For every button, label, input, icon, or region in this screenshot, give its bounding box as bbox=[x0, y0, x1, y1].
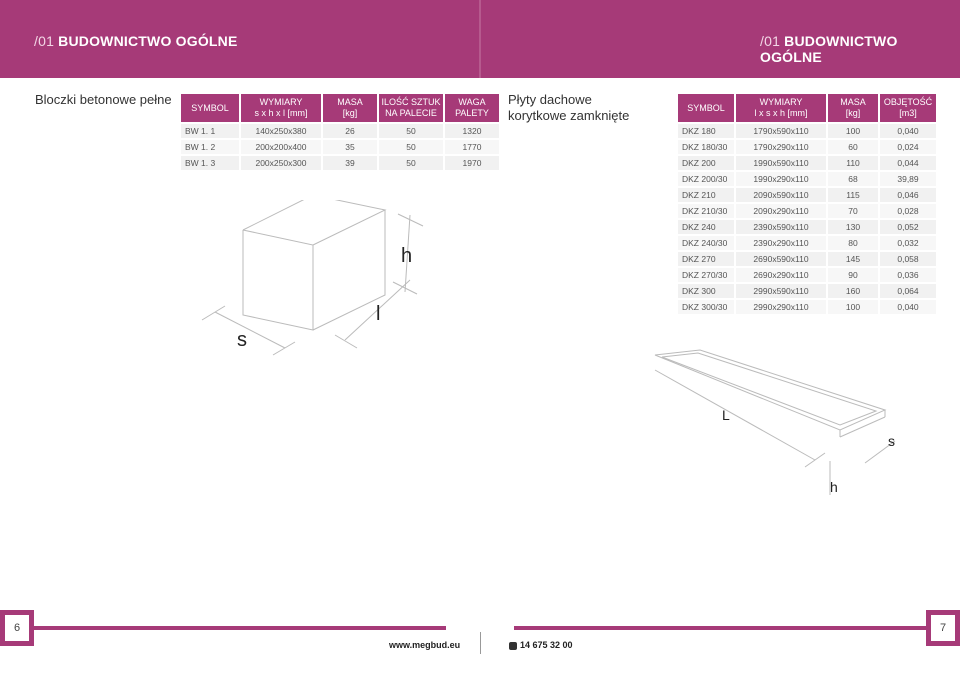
slabs-cell: 2690x590x110 bbox=[736, 252, 826, 266]
blocks-header-text: s x h x l [mm] bbox=[254, 108, 308, 118]
label-l: l bbox=[376, 303, 381, 325]
slabs-cell: 1790x590x110 bbox=[736, 124, 826, 138]
tick-l bbox=[335, 335, 357, 348]
slabs-cell: 145 bbox=[828, 252, 878, 266]
blocks-table-header bbox=[181, 94, 499, 122]
slabs-cell: DKZ 300 bbox=[678, 284, 734, 298]
slabs-header-text: [kg] bbox=[845, 108, 861, 118]
slabs-cell: 0,058 bbox=[880, 252, 936, 266]
slabs-cell: DKZ 210/30 bbox=[678, 204, 734, 218]
slabs-header-cell bbox=[880, 94, 936, 122]
blocks-header-text: MASA bbox=[337, 97, 363, 107]
slabs-cell: 80 bbox=[828, 236, 878, 250]
slabs-cell: DKZ 200 bbox=[678, 156, 734, 170]
blocks-header-text: ILOŚĆ SZTUK bbox=[381, 97, 441, 107]
slabs-cell: 2390x590x110 bbox=[736, 220, 826, 234]
slabs-cell: 110 bbox=[828, 156, 878, 170]
slabs-cell: DKZ 300/30 bbox=[678, 300, 734, 314]
slabs-cell: DKZ 270/30 bbox=[678, 268, 734, 282]
header-title-left bbox=[34, 33, 238, 49]
blocks-cell: BW 1. 2 bbox=[181, 140, 239, 154]
phone-number: 14 675 32 00 bbox=[520, 640, 573, 650]
blocks-header-text: [kg] bbox=[342, 108, 358, 118]
slabs-cell: DKZ 180/30 bbox=[678, 140, 734, 154]
blocks-header-cell bbox=[181, 94, 239, 122]
tick-L bbox=[805, 453, 825, 467]
blocks-header-text: SYMBOL bbox=[191, 102, 229, 113]
page-number-left-text: 6 bbox=[5, 615, 29, 641]
page-number-right bbox=[926, 610, 960, 646]
blocks-cell: 140x250x380 bbox=[241, 124, 321, 138]
slabs-header-cell bbox=[678, 94, 734, 122]
slabs-cell: 0,044 bbox=[880, 156, 936, 170]
slabs-cell: 2690x290x110 bbox=[736, 268, 826, 282]
table-row bbox=[678, 172, 936, 186]
slabs-cell: DKZ 200/30 bbox=[678, 172, 734, 186]
slabs-cell: 68 bbox=[828, 172, 878, 186]
header-divider bbox=[479, 0, 481, 78]
table-row bbox=[678, 220, 936, 234]
slabs-cell: 1790x290x110 bbox=[736, 140, 826, 154]
slabs-cell: DKZ 240/30 bbox=[678, 236, 734, 250]
blocks-cell: 50 bbox=[379, 156, 443, 170]
slabs-cell: DKZ 270 bbox=[678, 252, 734, 266]
blocks-header-cell bbox=[445, 94, 499, 122]
roof-slabs-table bbox=[676, 92, 938, 316]
roof-slab-diagram bbox=[640, 345, 900, 505]
blocks-cell: 1970 bbox=[445, 156, 499, 170]
slabs-header-text: [m3] bbox=[899, 108, 917, 118]
slabs-cell: 0,064 bbox=[880, 284, 936, 298]
slabs-cell: 2990x590x110 bbox=[736, 284, 826, 298]
blocks-cell: 200x200x400 bbox=[241, 140, 321, 154]
blocks-cell: BW 1. 3 bbox=[181, 156, 239, 170]
slabs-header-text: WYMIARY bbox=[759, 97, 803, 107]
blocks-table bbox=[179, 92, 501, 172]
dimension-line-s bbox=[215, 312, 285, 348]
slabs-cell: 0,028 bbox=[880, 204, 936, 218]
phone-icon bbox=[509, 642, 517, 650]
slabs-cell: 2990x290x110 bbox=[736, 300, 826, 314]
label-s: s bbox=[237, 329, 247, 351]
blocks-header-text: WYMIARY bbox=[259, 97, 303, 107]
table-row bbox=[678, 204, 936, 218]
blocks-header-cell bbox=[379, 94, 443, 122]
footer-line-left bbox=[34, 626, 446, 630]
header-bar bbox=[0, 0, 960, 78]
slab-inner-outline bbox=[662, 353, 876, 425]
slabs-cell: 2090x590x110 bbox=[736, 188, 826, 202]
slabs-cell: 0,040 bbox=[880, 124, 936, 138]
slabs-cell: DKZ 240 bbox=[678, 220, 734, 234]
slabs-cell: 130 bbox=[828, 220, 878, 234]
slabs-cell: 100 bbox=[828, 124, 878, 138]
label-s-slab: s bbox=[888, 433, 895, 449]
blocks-header-text: PALETY bbox=[455, 108, 489, 118]
blocks-cell: 1770 bbox=[445, 140, 499, 154]
section-title-line2: korytkowe zamknięte bbox=[508, 108, 630, 123]
slabs-cell: DKZ 180 bbox=[678, 124, 734, 138]
slabs-cell: 0,036 bbox=[880, 268, 936, 282]
header-text-right: BUDOWNICTWO OGÓLNE bbox=[760, 33, 898, 65]
header-number-left: /01 bbox=[34, 33, 55, 49]
block-diagram bbox=[195, 200, 435, 370]
blocks-cell: 200x250x300 bbox=[241, 156, 321, 170]
blocks-header-text: WAGA bbox=[458, 97, 486, 107]
table-row bbox=[181, 156, 499, 170]
table-row bbox=[678, 236, 936, 250]
slabs-cell: 39,89 bbox=[880, 172, 936, 186]
label-h-slab: h bbox=[830, 479, 838, 495]
table-row bbox=[678, 140, 936, 154]
slabs-cell: 60 bbox=[828, 140, 878, 154]
blocks-cell: 1320 bbox=[445, 124, 499, 138]
table-row bbox=[678, 124, 936, 138]
tick-s-1 bbox=[202, 306, 225, 320]
table-row bbox=[678, 156, 936, 170]
block-front-face bbox=[243, 230, 313, 330]
blocks-cell: 50 bbox=[379, 140, 443, 154]
slabs-cell: 0,046 bbox=[880, 188, 936, 202]
footer-line-right bbox=[514, 626, 926, 630]
slabs-header-text: l x s x h [mm] bbox=[754, 108, 808, 118]
slabs-cell: 0,032 bbox=[880, 236, 936, 250]
slabs-cell: DKZ 210 bbox=[678, 188, 734, 202]
slabs-cell: 1990x290x110 bbox=[736, 172, 826, 186]
header-title-right bbox=[760, 33, 960, 65]
blocks-cell: 50 bbox=[379, 124, 443, 138]
block-top-face bbox=[243, 200, 385, 245]
table-row bbox=[678, 252, 936, 266]
blocks-cell: 39 bbox=[323, 156, 377, 170]
page-number-left bbox=[0, 610, 34, 646]
website-link[interactable]: www.megbud.eu bbox=[389, 640, 461, 650]
slabs-cell: 0,052 bbox=[880, 220, 936, 234]
table-row bbox=[678, 188, 936, 202]
table-row bbox=[678, 300, 936, 314]
header-text-left: BUDOWNICTWO OGÓLNE bbox=[58, 33, 238, 49]
table-row bbox=[181, 124, 499, 138]
label-h: h bbox=[401, 245, 413, 267]
slab-top-outline bbox=[655, 350, 885, 430]
blocks-cell: 26 bbox=[323, 124, 377, 138]
blocks-header-text: NA PALECIE bbox=[385, 108, 437, 118]
blocks-cell: 35 bbox=[323, 140, 377, 154]
slabs-cell: 0,024 bbox=[880, 140, 936, 154]
slabs-header-text: OBJĘTOŚĆ bbox=[883, 97, 933, 107]
table-row bbox=[181, 140, 499, 154]
page-number-right-text: 7 bbox=[931, 615, 955, 641]
section-title-roof-slabs bbox=[508, 92, 629, 124]
slabs-cell: 115 bbox=[828, 188, 878, 202]
slabs-cell: 160 bbox=[828, 284, 878, 298]
tick-h-1 bbox=[398, 214, 423, 226]
footer-separator bbox=[480, 632, 481, 654]
slabs-cell: 2090x290x110 bbox=[736, 204, 826, 218]
section-title-line1: Płyty dachowe bbox=[508, 92, 592, 107]
slabs-header-text: SYMBOL bbox=[687, 102, 725, 113]
table-row bbox=[678, 284, 936, 298]
slabs-header-cell bbox=[736, 94, 826, 122]
roof-slabs-table-body bbox=[678, 124, 936, 314]
roof-slabs-table-header bbox=[678, 94, 936, 122]
slabs-cell: 100 bbox=[828, 300, 878, 314]
slabs-cell: 0,040 bbox=[880, 300, 936, 314]
blocks-header-cell bbox=[241, 94, 321, 122]
label-L: L bbox=[722, 407, 730, 423]
blocks-header-cell bbox=[323, 94, 377, 122]
table-row bbox=[678, 268, 936, 282]
blocks-cell: BW 1. 1 bbox=[181, 124, 239, 138]
slabs-cell: 90 bbox=[828, 268, 878, 282]
slabs-cell: 1990x590x110 bbox=[736, 156, 826, 170]
slabs-cell: 70 bbox=[828, 204, 878, 218]
blocks-table-body bbox=[181, 124, 499, 170]
header-number-right: /01 bbox=[760, 33, 781, 49]
phone-contact bbox=[509, 640, 573, 650]
slabs-header-text: MASA bbox=[840, 97, 866, 107]
slabs-cell: 2390x290x110 bbox=[736, 236, 826, 250]
section-title-blocks: Bloczki betonowe pełne bbox=[35, 92, 172, 107]
slabs-header-cell bbox=[828, 94, 878, 122]
